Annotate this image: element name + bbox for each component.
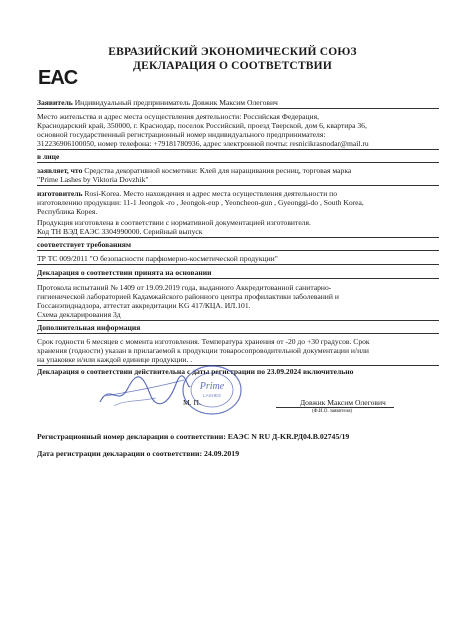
divider — [37, 185, 439, 186]
manufacturer-text: Rosi-Korea. Место нахождения и адрес места осуществления деятельности по — [84, 189, 338, 198]
applicant-address-line: 312236906100050, номер телефона: +79181780936, адрес электронной почты: resnicikrasnodar@mail.ru — [37, 139, 369, 148]
union-title: ЕВРАЗИЙСКИЙ ЭКОНОМИЧЕСКИЙ СОЮЗ — [108, 46, 357, 58]
manufacturer-text-line: Республика Корея. — [37, 207, 98, 216]
additional-line: на упаковке и/или каждой единице продукции. . — [37, 355, 193, 364]
declares-text: Средства декоративной косметики: Клей для наращивания ресниц, торговая марка — [84, 166, 352, 175]
additional-label: Дополнительная информация — [37, 323, 141, 332]
basis-line: Госсанэпиднадзора, аттестат аккредитации KG 417/КЦА. ИЛ.101. — [37, 301, 251, 310]
mp-label: М. П. — [183, 398, 201, 407]
basis-line: Протокола испытаний № 1409 от 19.09.2019 года, выданного Аккредитованной санитарно- — [37, 283, 332, 292]
svg-text:LASHES: LASHES — [203, 393, 221, 398]
requirements-text: ТР ТС 009/2011 "О безопасности парфюмерно-косметической продукции" — [37, 254, 278, 263]
manufacturer-row — [37, 189, 337, 198]
basis-line: гигиенической лабораторией Кадамжайского районного центра профилактики заболеваний и — [37, 292, 339, 301]
signer-name: Довжик Максим Олегович — [300, 398, 386, 407]
applicant-address-line: Место жительства и адрес места осуществления деятельности: Российская Федерация, — [37, 112, 320, 121]
declares-row — [37, 166, 351, 175]
declares-text-line: "Prime Lashes by Viktoria Dovzhik" — [37, 175, 149, 184]
in-person-label: в лице — [37, 152, 60, 161]
registration-date-row — [37, 449, 239, 458]
additional-line: хранения (годности) указан в прилагаемой к продукции товаросопроводительной документации и/или — [37, 346, 369, 355]
declaration-title: ДЕКЛАРАЦИЯ О СООТВЕТСТВИИ — [133, 60, 332, 72]
divider — [37, 162, 439, 163]
signer-caption: (Ф.И.О. заявителя) — [312, 409, 353, 414]
applicant-name: Индивидуальный предприниматель Довжик Максим Олегович — [74, 98, 278, 107]
divider — [37, 320, 439, 321]
additional-line: Срок годности 6 месяцев с момента изготовления. Температура хранения от -20 до +30 градусов. Срок — [37, 337, 370, 346]
manufacturer-text-line: изготовлению продукции: 11-1 Jeongok -ro , Jeongok-eup , Yeoncheon-gun , Gyeonggi-do , South Korea, — [37, 198, 364, 207]
manufacturer-label: изготовитель — [37, 189, 83, 198]
registration-number-row — [37, 432, 349, 441]
handwritten-signature-icon — [96, 372, 192, 412]
divider — [37, 250, 439, 251]
eac-mark-icon: EAC — [38, 67, 78, 89]
divider — [37, 333, 439, 334]
manufacturer-extra-line: Продукция изготовлена в соответствии с нормативной документацией изготовителя. — [37, 218, 311, 227]
basis-line: Схема декларирования 3д — [37, 310, 121, 319]
validity-text: Декларация о соответствии действительна с даты регистрации по 23.09.2024 включительно — [37, 367, 354, 376]
svg-text:Prime: Prime — [199, 381, 225, 392]
registration-number: ЕАЭС N RU Д-KR.РД04.В.02745/19 — [227, 432, 350, 441]
applicant-label: Заявитель — [37, 98, 73, 107]
registration-date: 24.09.2019 — [204, 449, 240, 458]
registration-date-label: Дата регистрации декларации о соответствии: — [37, 449, 203, 458]
applicant-row — [37, 98, 278, 107]
manufacturer-extra-line: Код ТН ВЭД ЕАЭС 3304990000. Серийный выпуск — [37, 227, 203, 236]
divider — [37, 149, 439, 150]
signature-line — [276, 407, 394, 408]
divider — [37, 264, 439, 265]
applicant-address-line: основной государственный регистрационный номер индивидуального предпринимателя: — [37, 130, 326, 139]
applicant-address-line: Краснодарский край, 350000, г. Краснодар, поселок Российский, проезд Тверской, дом 6, квартира 36, — [37, 121, 367, 130]
registration-number-label: Регистрационный номер декларации о соответствии: — [37, 432, 226, 441]
basis-label: Декларация о соответствии принята на основании — [37, 268, 212, 277]
divider — [37, 108, 439, 109]
declares-label: заявляет, что — [37, 166, 83, 175]
requirements-label: соответствует требованиям — [37, 240, 132, 249]
divider — [37, 237, 439, 238]
divider — [37, 278, 439, 279]
